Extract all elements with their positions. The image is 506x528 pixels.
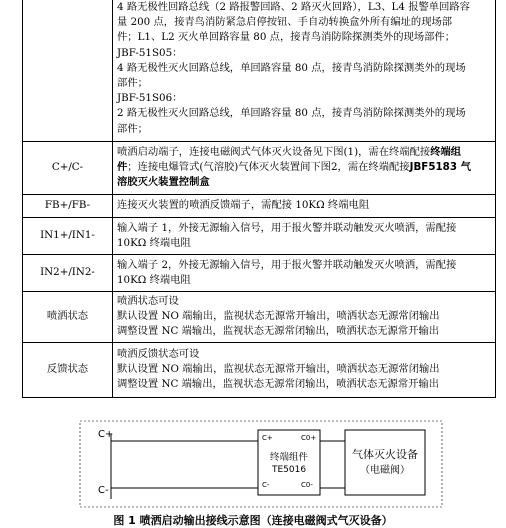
desc-line: 喷洒反馈状态可设 — [117, 348, 200, 361]
terminal-in-minus-label: C- — [262, 481, 270, 489]
desc-bold: 件 — [117, 161, 128, 174]
desc-line: JBF-51S05： — [117, 46, 183, 59]
desc-line: 部件； — [117, 77, 148, 90]
desc-bold: 溶胶灭火装置控制盒 — [117, 176, 210, 189]
terminal-out-minus-label: C0- — [301, 481, 313, 489]
desc-line: 10KΩ 终端电阻 — [117, 236, 191, 249]
desc-text: ；连接电爆管式(气溶胶)气体灭火装置间下图2，需在终端配接 — [127, 161, 410, 174]
terminal-box-model: TE5016 — [271, 465, 307, 475]
desc-line: 连接灭火装置的喷洒反馈端子，需配接 10KΩ 终端电阻 — [117, 199, 370, 212]
row-label: IN1+/IN1- — [23, 217, 113, 254]
desc-bold: 终端组 — [430, 146, 462, 159]
desc-text: 喷洒启动端子，连接电磁阀式气体灭火设备见下图(1)，需在终端配接 — [117, 146, 431, 159]
terminal-in-plus-label: C+ — [262, 434, 273, 442]
desc-line: 10KΩ 终端电阻 — [117, 273, 191, 286]
desc-line: 调整设置 NC 端输出，监视状态无源常闭输出，喷洒状态无源常开输出 — [117, 325, 440, 338]
desc-line: 2 路无极性灭火回路总线，单回路容量 80 点，接青鸟消防除探测类外的现场 — [117, 107, 466, 120]
row-label: C+/C- — [23, 141, 113, 194]
terminal-out-plus-label: C0+ — [301, 434, 317, 442]
desc-line: JBF-51S06： — [117, 92, 183, 105]
desc-line: 输入端子 2，外接无源输入信号，用于报火警并联动触发灭火喷洒，需配接 — [117, 258, 457, 271]
desc-bold: JBF5183 气 — [409, 161, 471, 174]
desc-line: 件；L1、L2 灭火单回路容量 80 点，接青鸟消防除探测类外的现场部件； — [117, 31, 456, 44]
desc-line: 4 路无极性灭火回路总线，单回路容量 80 点，接青鸟消防除探测类外的现场 — [117, 61, 466, 74]
c-plus-label: C+ — [98, 429, 114, 440]
desc-line: 量 200 点，接青鸟消防紧急启停按钮、手自动转换盒外所有编址的现场部 — [117, 16, 453, 29]
row-label: 喷洒状态 — [23, 291, 113, 342]
desc-line: 默认设置 NO 端输出，监视状态无源常开输出，喷洒状态无源常闭输出 — [117, 310, 440, 323]
gas-extinguishing-device-box — [345, 430, 425, 495]
c-minus-label: C- — [98, 485, 109, 496]
desc-line: 喷洒状态可设 — [117, 295, 179, 308]
row-label: IN2+/IN2- — [23, 254, 113, 291]
terminal-box-title: 终端组件 — [269, 452, 309, 463]
device-box-title: 气体灭火设备 — [352, 448, 418, 461]
desc-line: 4 路无极性回路总线（2 路报警回路、2 路灭火回路），L3、L4 报警单回路容 — [117, 1, 470, 13]
figure-caption: 图 1 喷洒启动输出接线示意图（连接电磁阀式气灭设备） — [113, 514, 393, 527]
row-label: FB+/FB- — [23, 194, 113, 217]
desc-line: 部件； — [117, 122, 148, 135]
desc-line: 输入端子 1，外接无源输入信号，用于报火警并联动触发灭火喷洒，需配接 — [117, 221, 457, 234]
desc-line: 调整设置 NC 端输出，监视状态无源常闭输出，喷洒状态无源常开输出 — [117, 378, 440, 391]
row-label: 反馈状态 — [23, 342, 113, 397]
desc-line: 默认设置 NO 端输出，监视状态无源常开输出，喷洒状态无源常闭输出 — [117, 363, 440, 376]
device-box-subtitle: （电磁阀） — [360, 465, 410, 476]
